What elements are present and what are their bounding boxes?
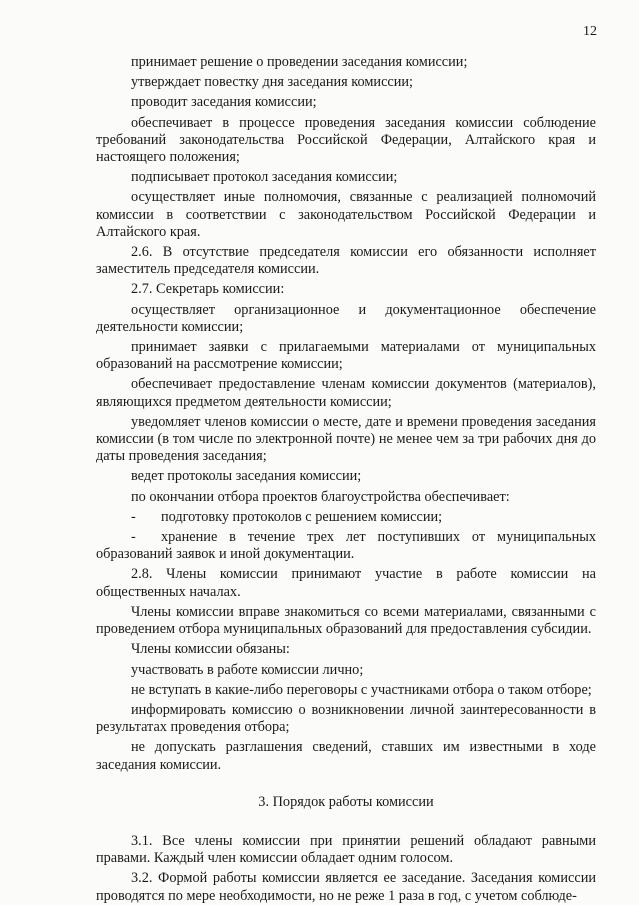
list-item-text: хранение в течение трех лет поступивших от муниципальных образований заявок и иной документации. xyxy=(96,529,596,563)
paragraph: 2.8. Члены комиссии принимают участие в работе комиссии на общественных началах. xyxy=(96,566,596,600)
paragraph: 2.6. В отсутствие председателя комиссии его обязанности исполняет заместитель председателя комиссии. xyxy=(96,244,596,278)
paragraph: проводит заседания комиссии; xyxy=(131,94,317,111)
paragraph: обеспечивает в процессе проведения заседания комиссии соблюдение требований законодательства Российской Федерации, Алтайского края и настоящего положения; xyxy=(96,114,596,166)
dash-bullet: - xyxy=(131,508,136,525)
paragraph: 3.1. Все члены комиссии при принятии решений обладают равными правами. Каждый член комиссии обладает одним голосом. xyxy=(96,832,596,867)
paragraph: обеспечивает предоставление членам комиссии документов (материалов), являющихся предметом деятельности комиссии; xyxy=(96,376,596,410)
list-item xyxy=(96,509,596,526)
paragraph: участвовать в работе комиссии лично; xyxy=(131,661,364,678)
paragraph: принимает заявки с прилагаемыми материалами от муниципальных образований на рассмотрение комиссии; xyxy=(96,339,596,373)
section-heading: 3. Порядок работы комиссии xyxy=(258,793,434,810)
paragraph: осуществляет организационное и документационное обеспечение деятельности комиссии; xyxy=(96,301,596,335)
paragraph: утверждает повестку дня заседания комиссии; xyxy=(131,74,414,91)
page-number: 12 xyxy=(583,24,597,39)
document-body xyxy=(96,54,596,908)
list-item-text: подготовку протоколов с решением комиссии; xyxy=(161,508,443,525)
paragraph: не вступать в какие-либо переговоры с участниками отбора о таком отборе; xyxy=(131,681,592,698)
paragraph: информировать комиссию о возникновении личной заинтересованности в результатах проведения отбора; xyxy=(96,701,596,736)
paragraph: 2.7. Секретарь комиссии: xyxy=(131,281,285,298)
paragraph: принимает решение о проведении заседания комиссии; xyxy=(131,54,468,70)
paragraph: уведомляет членов комиссии о месте, дате и времени проведения заседания комиссии (в том числе по электронной почте) не менее чем за три рабочих дня до даты проведения заседания; xyxy=(96,413,596,465)
paragraph: по окончании отбора проектов благоустройства обеспечивает: xyxy=(131,488,510,505)
paragraph: не допускать разглашения сведений, ставших им известными в ходе заседания комиссии. xyxy=(96,739,596,773)
paragraph: Члены комиссии вправе знакомиться со всеми материалами, связанными с проведением отбора муниципальных образований для предоставления субсидии. xyxy=(96,603,596,638)
dash-bullet: - xyxy=(131,529,136,546)
list-item xyxy=(96,529,596,563)
paragraph: 3.2. Формой работы комиссии является ее заседание. Заседания комиссии проводятся по мере необходимости, но не реже 1 раза в год, с учетом соблюде- xyxy=(96,870,596,904)
paragraph: Члены комиссии обязаны: xyxy=(131,641,290,658)
paragraph: ведет протоколы заседания комиссии; xyxy=(131,468,362,485)
paragraph: подписывает протокол заседания комиссии; xyxy=(131,169,398,186)
paragraph: осуществляет иные полномочия, связанные с реализацией полномочий комиссии в соответствии с законодательством Российской Федерации и Алтайского края. xyxy=(96,189,596,240)
